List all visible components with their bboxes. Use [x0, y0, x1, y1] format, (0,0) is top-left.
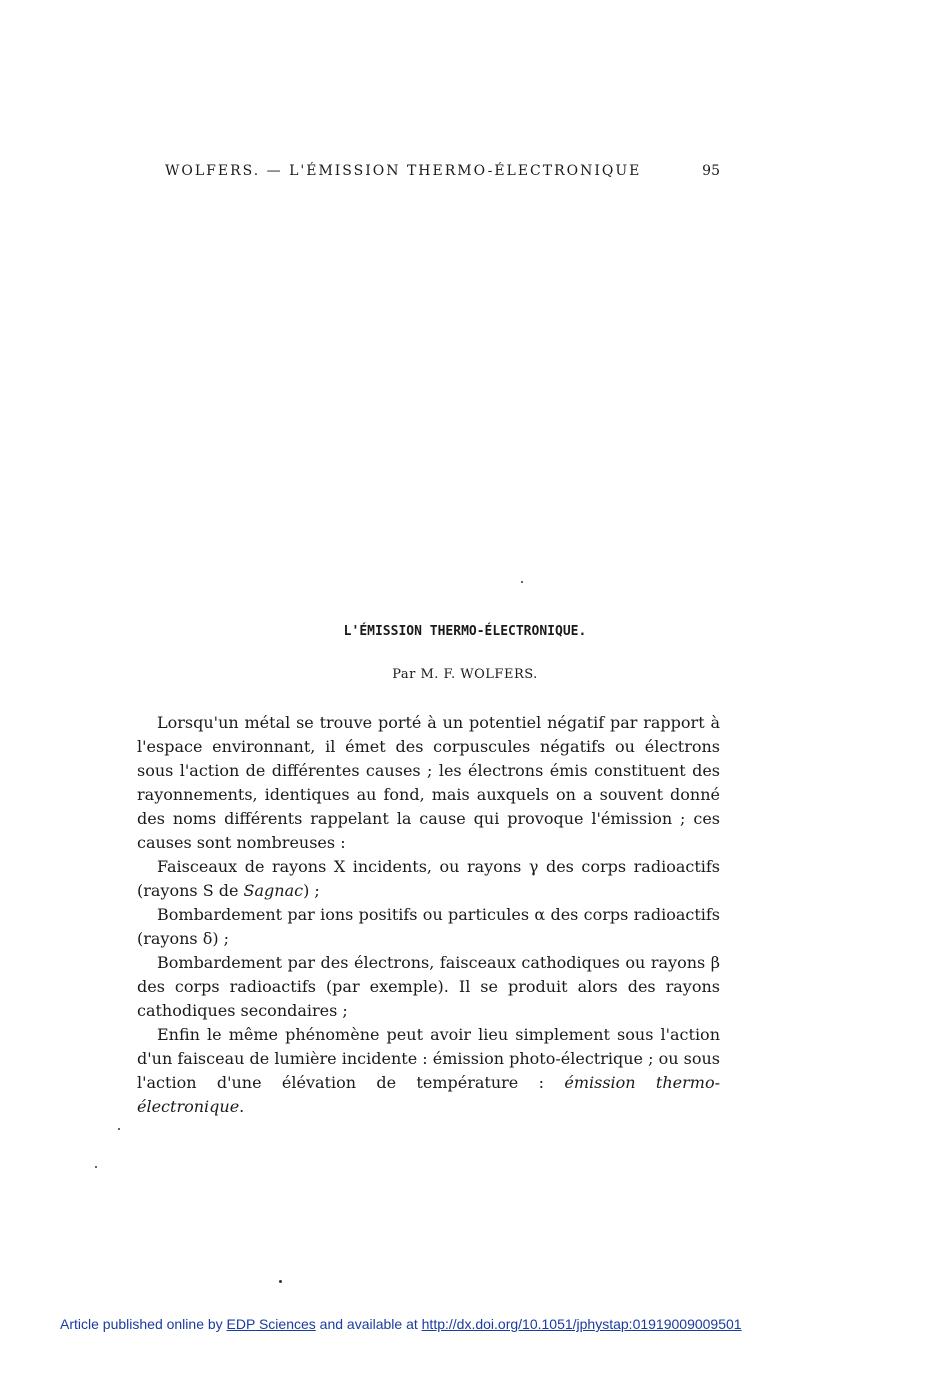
- print-speck: [95, 1166, 97, 1168]
- light-heat-text: Enfin le même phénomène peut avoir lieu simplement sous l'action d'un faisceau de lumière incidente : émission photo-électrique ; ou sous l'action d'une élévation de température :: [137, 1025, 720, 1092]
- paragraph-light-heat: [137, 1023, 720, 1119]
- running-head: [165, 163, 720, 179]
- running-head-text: WOLFERS. — L'ÉMISSION THERMO-ÉLECTRONIQUE: [165, 163, 642, 179]
- article-author: Par M. F. WOLFERS.: [392, 667, 538, 682]
- footer-note: [60, 1316, 742, 1332]
- article-body: [137, 711, 720, 1119]
- x-rays-text: Faisceaux de rayons X incidents, ou rayons γ des corps radioactifs (rayons S de: [137, 857, 720, 900]
- publisher-link[interactable]: EDP Sciences: [226, 1316, 316, 1332]
- x-rays-italic: Sagnac: [243, 881, 304, 900]
- footer-middle: and available at: [315, 1316, 422, 1332]
- print-speck: [521, 581, 523, 583]
- x-rays-end: ) ;: [303, 881, 320, 900]
- print-speck: [118, 1128, 120, 1130]
- page-number: 95: [702, 163, 720, 179]
- light-heat-end: .: [239, 1097, 245, 1116]
- article-title: L'ÉMISSION THERMO-ÉLECTRONIQUE.: [343, 624, 587, 639]
- doi-link[interactable]: http://dx.doi.org/10.1051/jphystap:01919009009501: [421, 1316, 742, 1332]
- print-speck: [279, 1280, 282, 1283]
- light-heat-italic: émission thermo-électronique: [137, 1073, 720, 1116]
- paragraph-intro: Lorsqu'un métal se trouve porté à un potentiel négatif par rapport à l'espace environnant, il émet des corpuscules négatifs ou électrons sous l'action de différentes causes ; les électrons émis constituent des rayonnements, identiques au fond, mais auxquels on a souvent donné des noms différents rappelant la cause qui provoque l'émission ; ces causes sont nombreuses :: [137, 713, 720, 852]
- footer-prefix: Article published online by: [60, 1316, 227, 1332]
- paragraph-x-rays: [137, 855, 720, 903]
- paragraph-positive-ions: Bombardement par ions positifs ou particules α des corps radioactifs (rayons δ) ;: [137, 905, 720, 948]
- paragraph-electrons: Bombardement par des électrons, faisceaux cathodiques ou rayons β des corps radioactifs (par exemple). Il se produit alors des rayons cathodiques secondaires ;: [137, 953, 720, 1020]
